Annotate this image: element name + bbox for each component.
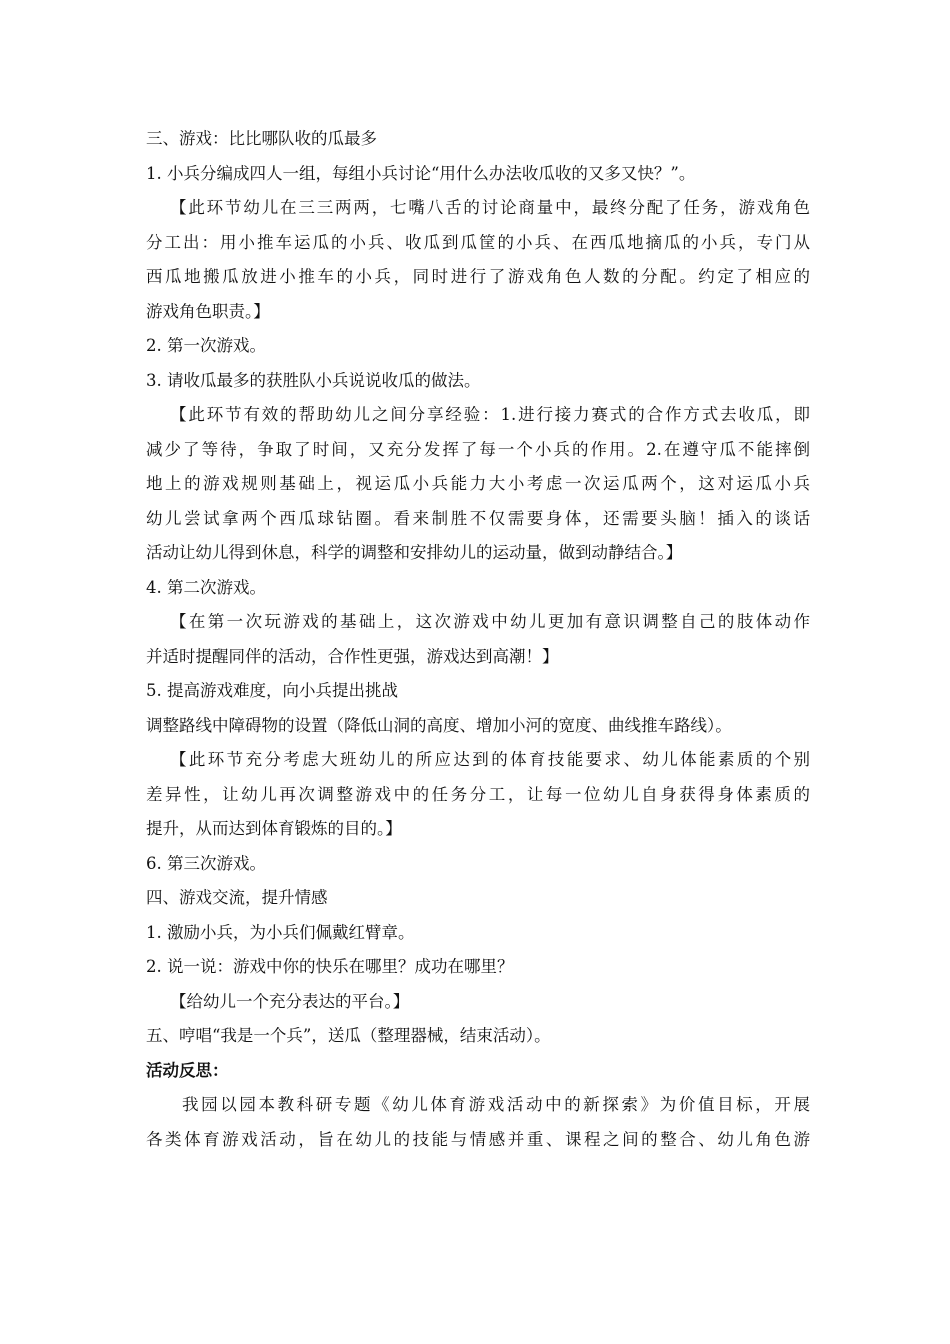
step-3: 3. 请收瓜最多的获胜队小兵说说收瓜的做法。 bbox=[146, 370, 481, 390]
step-1: 1. 小兵分编成四人一组，每组小兵讨论“用什么办法收瓜收的又多又快？”。 bbox=[146, 163, 696, 183]
document-body bbox=[146, 122, 810, 1157]
reflection-paragraph-line: 我园以园本教科研专题《幼儿体育游戏活动中的新探索》为价值目标，开展 bbox=[182, 1095, 810, 1114]
commentary-line: 幼儿尝试拿两个西瓜球钻圈。看来制胜不仅需要身体，还需要头脑！插入的谈话 bbox=[146, 508, 810, 528]
commentary-line: 【此环节充分考虑大班幼儿的所应达到的体育技能要求、幼儿体能素质的个别 bbox=[170, 750, 810, 769]
step-2: 2. 第一次游戏。 bbox=[146, 336, 266, 355]
commentary-line: 西瓜地搬瓜放进小推车的小兵，同时进行了游戏角色人数的分配。约定了相应的 bbox=[146, 267, 810, 286]
commentary-line: 并适时提醒同伴的活动，合作性更强，游戏达到高潮！】 bbox=[146, 646, 559, 666]
commentary-line: 地上的游戏规则基础上，视运瓜小兵能力大小考虑一次运瓜两个，这对运瓜小兵 bbox=[146, 474, 810, 493]
step-2: 2. 说一说：游戏中你的快乐在哪里？成功在哪里？ bbox=[146, 957, 514, 976]
commentary-line: 【此环节有效的帮助幼儿之间分享经验：1.进行接力赛式的合作方式去收瓜，即 bbox=[170, 405, 810, 424]
step-6: 6. 第三次游戏。 bbox=[146, 853, 266, 873]
reflection-heading: 活动反思： bbox=[146, 1060, 229, 1080]
commentary-line: 游戏角色职责。】 bbox=[146, 301, 270, 321]
commentary-line: 分工出：用小推车运瓜的小兵、收瓜到瓜筐的小兵、在西瓜地摘瓜的小兵，专门从 bbox=[146, 232, 810, 252]
section-heading-5: 五、哼唱“我是一个兵”，送瓜（整理器械，结束活动）。 bbox=[146, 1026, 551, 1045]
commentary-line: 减少了等待，争取了时间，又充分发挥了每一个小兵的作用。2.在遵守瓜不能摔倒 bbox=[146, 439, 810, 459]
step-1: 1. 激励小兵，为小兵们佩戴红臂章。 bbox=[146, 922, 415, 942]
reflection-paragraph-line: 各类体育游戏活动，旨在幼儿的技能与情感并重、课程之间的整合、幼儿角色游 bbox=[146, 1129, 810, 1149]
commentary-line: 活动让幼儿得到休息，科学的调整和安排幼儿的运动量，做到动静结合。】 bbox=[146, 543, 683, 562]
step-5-detail: 调整路线中障碍物的设置（降低山洞的高度、增加小河的宽度、曲线推车路线）。 bbox=[146, 715, 732, 735]
commentary-line: 【在第一次玩游戏的基础上，这次游戏中幼儿更加有意识调整自己的肢体动作 bbox=[170, 612, 810, 631]
commentary-line: 提升，从而达到体育锻炼的目的。】 bbox=[146, 819, 402, 838]
commentary-line: 【此环节幼儿在三三两两，七嘴八舌的讨论商量中，最终分配了任务，游戏角色 bbox=[170, 198, 810, 217]
section-heading-4: 四、游戏交流，提升情感 bbox=[146, 888, 328, 907]
step-5: 5. 提高游戏难度，向小兵提出挑战 bbox=[146, 681, 398, 700]
step-4: 4. 第二次游戏。 bbox=[146, 577, 266, 597]
commentary-line: 【给幼儿一个充分表达的平台。】 bbox=[170, 991, 410, 1011]
section-heading-3: 三、游戏：比比哪队收的瓜最多 bbox=[146, 129, 377, 148]
commentary-line: 差异性，让幼儿再次调整游戏中的任务分工，让每一位幼儿自身获得身体素质的 bbox=[146, 784, 810, 804]
